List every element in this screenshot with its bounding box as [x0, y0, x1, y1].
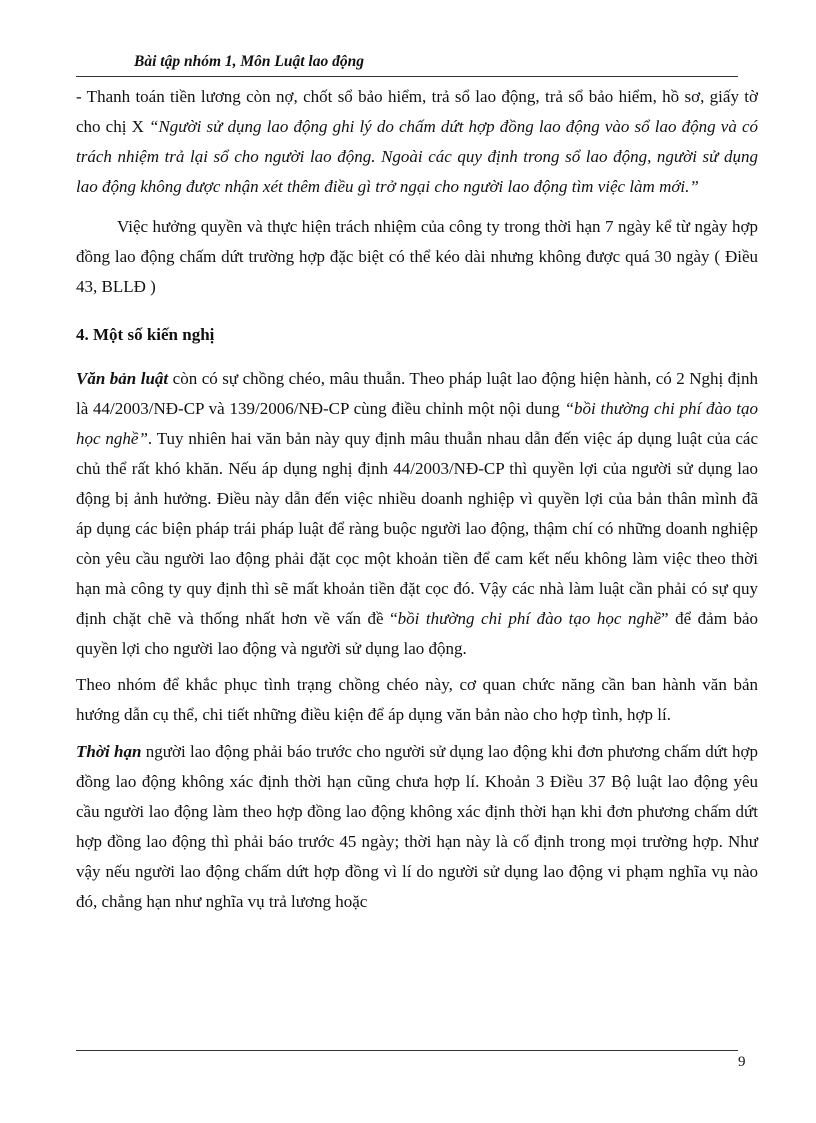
header-title: Bài tập nhóm 1, Môn Luật lao động [134, 53, 364, 70]
paragraph-group-proposal: Theo nhóm để khắc phục tình trạng chồng chéo này, cơ quan chức năng cần ban hành văn bản hướng dẫn cụ thể, chi tiết những điều kiện để áp dụng văn bản nào cho hợp tình, hợp lí. [76, 675, 758, 724]
footer-divider [76, 1050, 738, 1051]
paragraph-legal-docs [76, 364, 758, 664]
paragraph-payment-quote: “Người sử dụng lao động ghi lý do chấm dứt hợp đồng lao động vào sổ lao động và có trách nhiệm trả lại sổ cho người lao động. Ngoài các quy định trong sổ lao động, người sử dụng lao động không được nhận xét thêm điều gì trở ngại cho người lao động tìm việc làm mới.” [76, 117, 758, 196]
paragraph-time-limit: Việc hưởng quyền và thực hiện trách nhiệm của công ty trong thời hạn 7 ngày kể từ ngày hợp đồng lao động chấm dứt trường hợp đặc biệt có thể kéo dài nhưng không được quá 30 ngày ( Điều 43, BLLĐ ) [76, 217, 758, 296]
paragraph-payment-text: - Thanh toán tiền lương còn nợ, chốt sổ bảo hiểm, trả sổ lao động, trả sổ bảo hiểm, hồ sơ, giấy tờ cho chị X [76, 87, 758, 136]
paragraph-notice-period [76, 737, 758, 917]
paragraph-legal-docs-text-c: ” để đảm bảo quyền lợi cho người lao động và người sử dụng lao động. [76, 609, 759, 658]
section-heading: 4. Một số kiến nghị [76, 325, 215, 344]
paragraph-legal-docs-quote-1: “bồi thường chi phí đào tạo học nghề” [76, 399, 758, 448]
page-number: 9 [738, 1054, 746, 1070]
paragraph-legal-docs-text-a: còn có sự chồng chéo, mâu thuẫn. Theo pháp luật lao động hiện hành, có 2 Nghị định là 44/2003/NĐ-CP và 139/2006/NĐ-CP cùng điều chỉnh một nội dung [76, 369, 758, 418]
paragraph-notice-period-lead: Thời hạn [76, 742, 142, 761]
paragraph-legal-docs-quote-2: bồi thường chi phí đào tạo học nghề [397, 609, 661, 628]
document-body [76, 82, 758, 931]
paragraph-legal-docs-text-b: . Tuy nhiên hai văn bản này quy định mâu thuẫn nhau dẫn đến việc áp dụng luật của các chủ thể rất khó khăn. Nếu áp dụng nghị định 44/2003/NĐ-CP thì quyền lợi của người sử dụng lao động bị ảnh hưởng. Điều này dẫn đến việc nhiều doanh nghiệp vì quyền lợi của bản thân mình đã áp dụng các biện pháp trái pháp luật để ràng buộc người lao động, thậm chí có những doanh nghiệp còn yêu cầu người lao động phải đặt cọc một khoản tiền để cam kết nếu không làm việc theo thời hạn mà công ty quy định thì sẽ mất khoản tiền đặt cọc đó. Vậy các nhà làm luật cần phải có sự quy định chặt chẽ và thống nhất hơn về vấn đề “ [76, 429, 758, 628]
page-header [76, 50, 738, 77]
paragraph-legal-docs-lead: Văn bản luật [76, 369, 169, 388]
paragraph-payment [76, 82, 758, 202]
paragraph-notice-period-text: người lao động phải báo trước cho người sử dụng lao động khi đơn phương chấm dứt hợp đồng lao động không xác định thời hạn cũng chưa hợp lí. Khoản 3 Điều 37 Bộ luật lao động yêu cầu người lao động làm theo hợp đồng lao động không xác định thời hạn khi đơn phương chấm dứt hợp đồng lao động thì phải báo trước 45 ngày; thời hạn này là cố định trong mọi trường hợp. Như vậy nếu người lao động chấm dứt hợp đồng vì lí do người sử dụng lao động vi phạm nghĩa vụ nào đó, chẳng hạn như nghĩa vụ trả lương hoặc [76, 742, 759, 911]
